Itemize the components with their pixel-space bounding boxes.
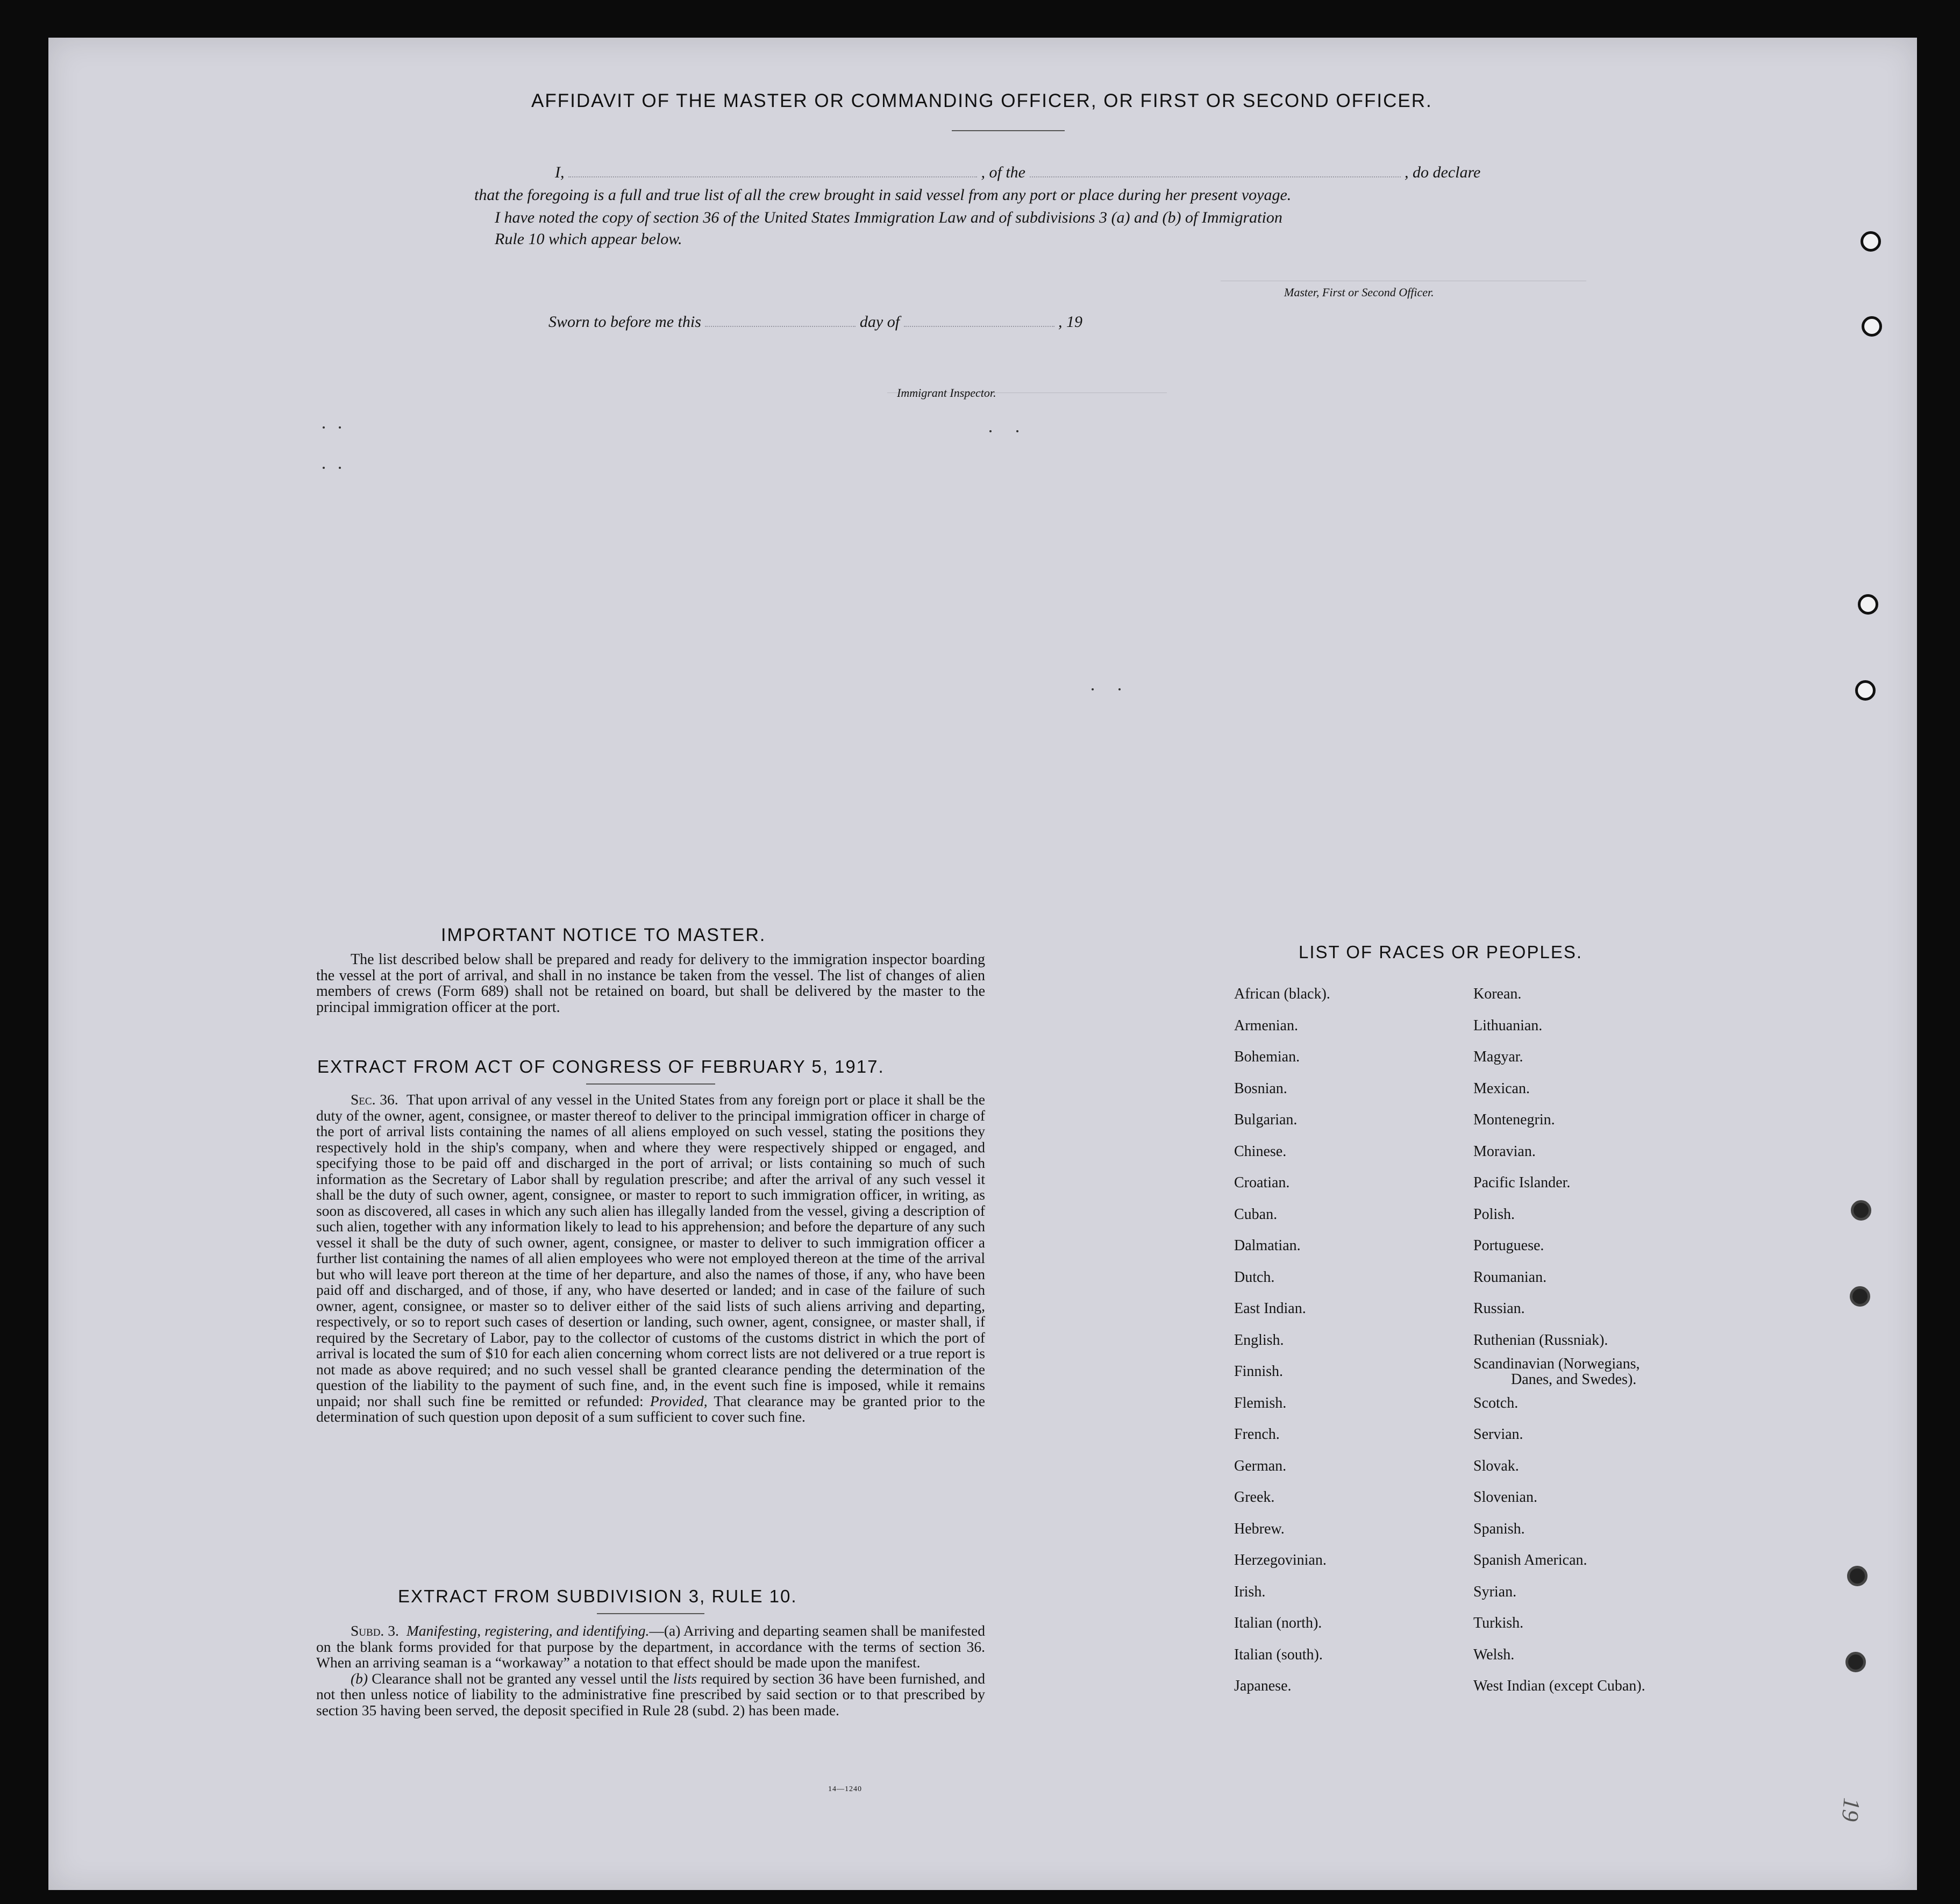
race-item: Greek. xyxy=(1234,1489,1275,1506)
document-page xyxy=(48,38,1917,1890)
race-item: Japanese. xyxy=(1234,1678,1292,1694)
race-item: East Indian. xyxy=(1234,1300,1306,1317)
scan-speck xyxy=(339,467,341,469)
race-item: Hebrew. xyxy=(1234,1520,1285,1537)
race-item: Mexican. xyxy=(1473,1080,1530,1097)
race-item: West Indian (except Cuban). xyxy=(1473,1678,1645,1694)
sec-36-label: Sec. 36. xyxy=(351,1091,398,1108)
race-item: Finnish. xyxy=(1234,1363,1284,1380)
race-item: Polish. xyxy=(1473,1206,1515,1223)
race-item-cont: Danes, and Swedes). xyxy=(1511,1371,1637,1388)
master-signature-label: Master, First or Second Officer. xyxy=(1284,286,1434,299)
scan-speck xyxy=(323,467,325,469)
affidavit-title: AFFIDAVIT OF THE MASTER OR COMMANDING OFFICER, OR FIRST OR SECOND OFFICER. xyxy=(531,90,1432,111)
race-item-scandinavian xyxy=(1473,1356,1645,1388)
race-item: Moravian. xyxy=(1473,1143,1536,1160)
races-column-left xyxy=(1234,979,1330,1702)
races-column-right xyxy=(1473,979,1645,1702)
rule-extract-text xyxy=(316,1623,985,1718)
act-extract-title: EXTRACT FROM ACT OF CONGRESS OF FEBRUARY 5, 1917. xyxy=(317,1057,885,1076)
sworn-day-field[interactable] xyxy=(705,312,856,327)
para-a-text: Arriving and departing seamen shall be manifested on the blank forms provided for that purpose by the department, in accordance with the terms of section 36. When an arriving seaman is a “workaway” a notation to that effect should be made upon the manifest. xyxy=(316,1622,985,1671)
race-item: Armenian. xyxy=(1234,1017,1298,1034)
provided-word: Provided, xyxy=(650,1392,708,1409)
notice-title: IMPORTANT NOTICE TO MASTER. xyxy=(441,925,766,945)
binding-hole-icon xyxy=(1851,1200,1871,1221)
race-item: Dutch. xyxy=(1234,1268,1275,1286)
race-item: Cuban. xyxy=(1234,1206,1278,1223)
binding-hole-icon xyxy=(1861,231,1881,252)
para-b-post: required by section 36 have been furnished, and not then unless notice of liability to the administrative fine prescribed by said section or to that prescribed by section 35 having been served, the deposit specified in Rule 28 (subd. 2) has been made. xyxy=(316,1670,986,1718)
race-item: Bulgarian. xyxy=(1234,1111,1298,1128)
race-item: Magyar. xyxy=(1473,1049,1523,1065)
race-item: Syrian. xyxy=(1473,1583,1517,1600)
affidavit-do-declare-label: , do declare xyxy=(1405,163,1481,181)
race-item: Montenegrin. xyxy=(1473,1111,1555,1128)
race-item: Bohemian. xyxy=(1234,1049,1300,1065)
race-item: Irish. xyxy=(1234,1583,1266,1600)
race-item: Scotch. xyxy=(1473,1394,1519,1411)
race-item: Lithuanian. xyxy=(1473,1017,1543,1034)
scan-speck xyxy=(989,430,992,432)
race-item: Flemish. xyxy=(1234,1394,1287,1411)
scan-speck xyxy=(339,426,341,429)
races-title: LIST OF RACES OR PEOPLES. xyxy=(1299,942,1583,962)
vessel-name-field[interactable] xyxy=(1030,162,1401,177)
sworn-line xyxy=(548,312,1082,331)
rule-extract-title: EXTRACT FROM SUBDIVISION 3, RULE 10. xyxy=(398,1586,797,1606)
race-item: Pacific Islander. xyxy=(1473,1174,1571,1191)
race-item: Dalmatian. xyxy=(1234,1237,1301,1254)
race-item: Russian. xyxy=(1473,1300,1525,1317)
race-item: Spanish American. xyxy=(1473,1552,1587,1568)
binding-hole-icon xyxy=(1850,1286,1870,1307)
sworn-month-field[interactable] xyxy=(904,312,1054,327)
race-item: Korean. xyxy=(1473,986,1522,1002)
scan-speck xyxy=(1118,688,1121,690)
race-item: Italian (north). xyxy=(1234,1615,1322,1631)
form-number: 14—1240 xyxy=(828,1785,862,1793)
race-item: Portuguese. xyxy=(1473,1237,1544,1254)
race-item: Slovak. xyxy=(1473,1457,1519,1474)
race-item: Scandinavian (Norwegians, xyxy=(1473,1356,1640,1372)
affidavit-line-4: Rule 10 which appear below. xyxy=(495,230,682,248)
race-item: Turkish. xyxy=(1473,1615,1524,1631)
race-item: English. xyxy=(1234,1331,1284,1349)
race-item: Spanish. xyxy=(1473,1520,1525,1537)
notice-text-block xyxy=(316,952,985,1015)
race-item: Italian (south). xyxy=(1234,1646,1323,1663)
race-item: Bosnian. xyxy=(1234,1080,1287,1097)
scan-speck xyxy=(323,426,325,429)
page-mark: 19 xyxy=(1836,1796,1865,1823)
race-item: Slovenian. xyxy=(1473,1489,1537,1506)
race-item: German. xyxy=(1234,1457,1287,1474)
sec-36-text-end: That clearance may be granted prior to the determination of such question upon deposit of a sum sufficient to cover such fine. xyxy=(316,1392,985,1425)
sworn-day-of: day of xyxy=(859,313,900,331)
title-divider xyxy=(952,130,1065,131)
sworn-prefix: Sworn to before me this xyxy=(548,313,701,331)
affidavit-line-2: that the foregoing is a full and true list of all the crew brought in said vessel from any port or place during her present voyage. xyxy=(474,186,1292,204)
para-a-label: —(a) xyxy=(649,1622,681,1639)
race-item: Welsh. xyxy=(1473,1646,1515,1663)
binding-hole-icon xyxy=(1845,1652,1866,1672)
scan-speck xyxy=(1092,688,1094,690)
notice-text: The list described below shall be prepared and ready for delivery to the immigration inspector boarding the vessel at the port of arrival, and shall in no instance be taken from the vessel. The list of changes of alien members of crews (Form 689) shall not be retained on board, but shall be delivered by the master to the principal immigration officer at the port. xyxy=(316,951,985,1016)
race-item: Ruthenian (Russniak). xyxy=(1473,1331,1608,1349)
race-item: African (black). xyxy=(1234,986,1330,1002)
scan-speck xyxy=(1016,430,1018,432)
subd-label: Subd. 3. xyxy=(351,1622,399,1639)
affidavit-i-label: I, xyxy=(555,163,565,181)
affidavit-line-1 xyxy=(555,162,1480,182)
master-name-field[interactable] xyxy=(568,162,977,177)
race-item: French. xyxy=(1234,1426,1280,1443)
para-b-label: (b) xyxy=(351,1670,368,1687)
inspector-label: Immigrant Inspector. xyxy=(897,386,996,400)
rule-title-divider xyxy=(597,1613,704,1614)
race-item: Croatian. xyxy=(1234,1174,1290,1191)
affidavit-line-3: I have noted the copy of section 36 of the United States Immigration Law and of subdivisions 3 (a) and (b) of Immigration xyxy=(495,209,1282,226)
race-item: Chinese. xyxy=(1234,1143,1287,1160)
binding-hole-icon xyxy=(1847,1566,1868,1586)
race-item: Roumanian. xyxy=(1473,1268,1547,1286)
para-b-lists: lists xyxy=(673,1670,697,1687)
binding-hole-icon xyxy=(1862,316,1882,337)
binding-hole-icon xyxy=(1858,594,1878,615)
race-item: Servian. xyxy=(1473,1426,1523,1443)
sworn-year: , 19 xyxy=(1058,313,1083,331)
sec-36-text: That upon arrival of any vessel in the United States from any foreign port or place it shall be the duty of the owner, agent, consignee, or master thereof to deliver to the principal immigration officer in charge of the port of arrival lists containing the names of all aliens employed on such vessel, stating the positions they respectively hold in the ship's company, when and where they were respectively shipped or engaged, and specifying those to be paid off and discharged in the port of arrival; or lists containing so much of such information as the Secretary of Labor shall by regulation prescribe; and after the arrival of any such vessel it shall be the duty of such owner, agent, consignee, or master to report to such immigration officer, in writing, as soon as discovered, all cases in which any such alien has illegally landed from the vessel, giving a description of such alien, together with any information likely to lead to his apprehension; and before the departure of any such vessel it shall be the duty of such owner, agent, consignee, or master to deliver to such immigration officer a further list containing the names of all alien employees who were not employed thereon at the time of the arrival but who will leave port thereon at the time of her departure, and also the names of those, if any, who have been paid off and discharged, and of those, if any, who have deserted or landed; and in case of the failure of such owner, agent, consignee, or master so to deliver either of the said lists of such aliens arriving and departing, respectively, or so to report such cases of desertion or landing, such owner, agent, consignee, or master shall, if required by the Secretary of Labor, pay to the collector of customs of the customs district in which the port of arrival is located the sum of $10 for each alien concerning whom correct lists are not delivered or a true report is not made as above required; and no such vessel shall be granted clearance pending the determination of the question of the liability to the payment of such fine, and, in the event such fine is imposed, while it remains unpaid; nor shall such fine be remitted or refunded: xyxy=(316,1091,985,1409)
affidavit-of-the-label: , of the xyxy=(981,163,1025,181)
para-b-pre: Clearance shall not be granted any vessel until the xyxy=(372,1670,669,1687)
act-title-divider xyxy=(586,1083,715,1085)
act-extract-text xyxy=(316,1092,985,1425)
subd-heading: Manifesting, registering, and identifying. xyxy=(406,1622,650,1639)
race-item: Herzegovinian. xyxy=(1234,1552,1327,1568)
binding-hole-icon xyxy=(1855,680,1876,701)
